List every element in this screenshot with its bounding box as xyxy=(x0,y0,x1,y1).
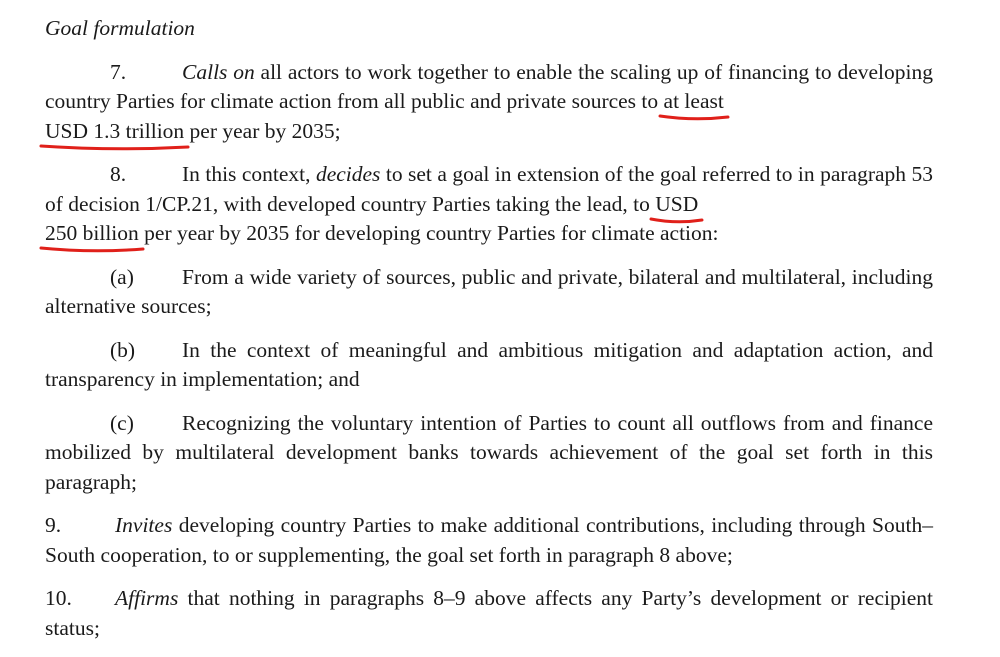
paragraph-verb: decides xyxy=(315,162,381,186)
paragraph-verb: Invites xyxy=(115,513,173,537)
paragraph-number: 10. xyxy=(45,586,72,610)
subparagraph-text: In the context of meaningful and ambitious mitigation and adaptation action, and transparency in implementation; and xyxy=(45,337,933,391)
paragraph-text-end: per year by 2035 for developing country Parties for climate action: xyxy=(138,221,719,245)
section-heading: Goal formulation xyxy=(45,16,195,40)
subparagraph-a xyxy=(45,263,933,322)
paragraph-text: developing country Parties to make additional contributions, including through South–South cooperation, to or supplementing, the goal set forth in paragraph 8 above; xyxy=(45,513,933,567)
subparagraph-label: (a) xyxy=(110,264,134,289)
paragraph-text: In this context, xyxy=(182,162,316,186)
red-underline-mark xyxy=(658,111,730,125)
subparagraph-label: (c) xyxy=(110,410,134,435)
paragraph-text-end: per year by 2035; xyxy=(184,118,341,143)
paragraph-number: 8. xyxy=(110,162,127,186)
paragraph-verb: Calls on xyxy=(182,59,255,84)
paragraph-number: 9. xyxy=(45,513,62,537)
highlighted-amount-part-2: 250 billion xyxy=(45,221,139,245)
document-page xyxy=(45,14,933,657)
highlighted-amount-part-2: USD 1.3 trillion xyxy=(45,119,184,143)
paragraph-7 xyxy=(45,58,933,147)
paragraph-text-middle: to set a goal in extension of the goal referred to in paragraph 53 of decision 1/CP.21, with developed country Parties taking the lead, to xyxy=(45,162,933,216)
paragraph-text: all actors to work together to enable the scaling up of financing to developing country Parties for climate action from all public and private sources to xyxy=(45,59,934,113)
paragraph-text: that nothing in paragraphs 8–9 above affects any Party’s development or recipient status; xyxy=(45,586,933,640)
paragraph-8 xyxy=(45,160,933,249)
paragraph-10 xyxy=(45,584,933,643)
subparagraph-label: (b) xyxy=(110,337,136,362)
highlighted-amount-part-1: USD xyxy=(655,192,698,216)
red-underline-mark xyxy=(39,141,190,155)
highlighted-amount-part-1: at least xyxy=(664,89,724,113)
subparagraph-text: From a wide variety of sources, public and private, bilateral and multilateral, including alternative sources; xyxy=(45,264,933,318)
paragraph-verb: Affirms xyxy=(115,586,179,610)
paragraph-9 xyxy=(45,511,933,570)
subparagraph-b xyxy=(45,336,933,395)
red-underline-mark xyxy=(39,243,145,257)
subparagraph-c xyxy=(45,409,933,498)
paragraph-number: 7. xyxy=(110,59,127,84)
subparagraph-text: Recognizing the voluntary intention of Parties to count all outflows from and finance mobilized by multilateral development banks towards achievement of the goal set forth in this paragraph; xyxy=(45,410,933,494)
